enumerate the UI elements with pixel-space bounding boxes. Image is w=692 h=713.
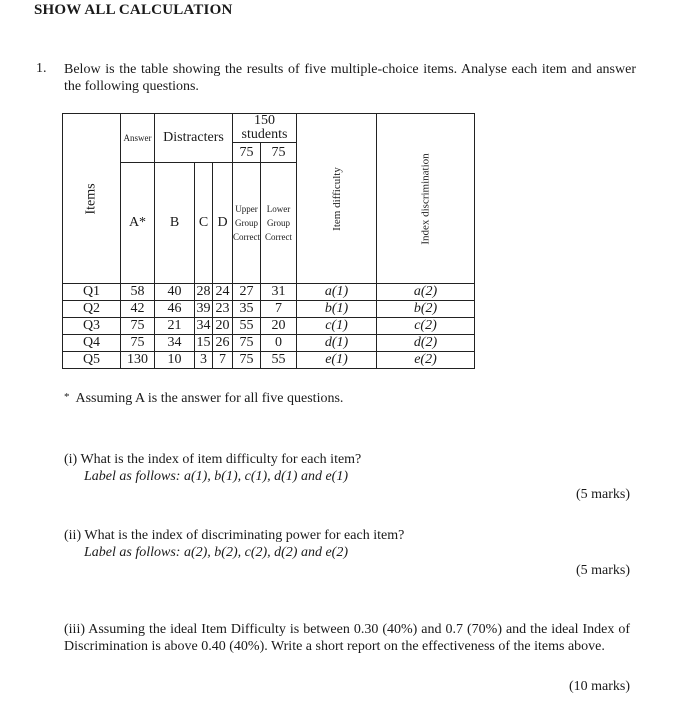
subquestion-ii-marks: (5 marks) (575, 563, 630, 578)
row-lower: 20 (260, 318, 296, 335)
items-header-cell (63, 114, 121, 284)
row-upper: 27 (233, 284, 261, 301)
table-row (63, 301, 475, 318)
discrimination-header-cell (376, 114, 474, 284)
upper-group-label: Upper Group Correct (233, 163, 261, 284)
row-discrimination: b(2) (376, 301, 474, 318)
row-answer: 75 (121, 335, 155, 352)
row-lower: 7 (260, 301, 296, 318)
row-answer: 130 (121, 352, 155, 369)
row-difficulty: d(1) (296, 335, 376, 352)
subquestion-i (64, 451, 361, 485)
row-difficulty: e(1) (296, 352, 376, 369)
subquestion-iii-marks: (10 marks) (568, 679, 630, 694)
assumption-note (64, 391, 343, 407)
row-d: 26 (213, 335, 233, 352)
row-c: 3 (195, 352, 213, 369)
row-b: 21 (155, 318, 195, 335)
row-c: 15 (196, 335, 211, 350)
row-difficulty: c(1) (296, 318, 376, 335)
results-table (62, 113, 475, 369)
row-d: 7 (213, 352, 233, 369)
discrimination-header: Index discrimination (419, 152, 432, 245)
students-header: 150 students (233, 114, 297, 143)
row-b: 40 (155, 284, 195, 301)
subquestion-ii (64, 527, 404, 561)
answer-header: Answer (121, 114, 155, 163)
table-row (63, 284, 475, 301)
row-item: Q2 (63, 301, 121, 318)
row-d: 20 (213, 318, 233, 335)
row-item: Q1 (63, 284, 121, 301)
row-upper: 55 (233, 318, 261, 335)
row-c: 34 (196, 318, 211, 333)
note-text: Assuming A is the answer for all five questions. (75, 391, 344, 406)
table-row (63, 318, 475, 335)
row-item: Q5 (63, 352, 121, 369)
row-b: 46 (155, 301, 195, 318)
row-b: 34 (155, 335, 195, 352)
subquestion-iii: (iii) Assuming the ideal Item Difficulty is between 0.30 (40%) and 0.7 (70%) and the ideal Index of Discrimination is above 0.40 (40%). Write a short report on the effectiveness of the items above. (64, 622, 630, 654)
question-text: Below is the table showing the results of five multiple-choice items. Analyse each item and answer the following questions. (64, 62, 636, 94)
row-discrimination: a(2) (376, 284, 474, 301)
row-item: Q3 (63, 318, 121, 335)
row-c: 28 (196, 284, 211, 299)
row-b: 10 (155, 352, 195, 369)
asterisk-icon: * (64, 391, 70, 403)
subquestion-i-label: Label as follows: a(1), b(1), c(1), d(1) and e(1) (84, 469, 349, 484)
row-answer: 75 (121, 318, 155, 335)
row-difficulty: a(1) (296, 284, 376, 301)
lower-count: 75 (260, 143, 296, 163)
subquestion-i-text: (i) What is the index of item difficulty for each item? (64, 452, 362, 467)
row-discrimination: e(2) (376, 352, 474, 369)
col-c: C (195, 163, 213, 284)
row-upper: 75 (233, 352, 261, 369)
lower-group-label: Lower Group Correct (260, 163, 296, 284)
row-lower: 55 (260, 352, 296, 369)
row-discrimination: d(2) (376, 335, 474, 352)
row-answer: 42 (121, 301, 155, 318)
difficulty-header: Item difficulty (330, 166, 343, 231)
row-difficulty: b(1) (296, 301, 376, 318)
subquestion-ii-text: (ii) What is the index of discriminating power for each item? (64, 528, 405, 543)
table-row (63, 352, 475, 369)
row-discrimination: c(2) (376, 318, 474, 335)
items-header: Items (83, 182, 99, 215)
row-lower: 0 (260, 335, 296, 352)
row-lower: 31 (260, 284, 296, 301)
col-d: D (213, 163, 233, 284)
row-d: 24 (213, 284, 233, 301)
row-upper: 75 (233, 335, 261, 352)
row-c: 39 (196, 301, 211, 316)
difficulty-header-cell (296, 114, 376, 284)
question-number: 1. (36, 61, 47, 76)
page-heading: SHOW ALL CALCULATION (34, 2, 233, 18)
distracters-header: Distracters (155, 114, 233, 163)
upper-count: 75 (233, 143, 261, 163)
row-upper: 35 (233, 301, 261, 318)
subquestion-ii-label: Label as follows: a(2), b(2), c(2), d(2) and e(2) (84, 545, 349, 560)
row-d: 23 (213, 301, 233, 318)
row-item: Q4 (63, 335, 121, 352)
col-answer: A* (121, 163, 155, 284)
col-b: B (155, 163, 195, 284)
subquestion-i-marks: (5 marks) (575, 487, 630, 502)
table-row (63, 335, 475, 352)
row-answer: 58 (121, 284, 155, 301)
